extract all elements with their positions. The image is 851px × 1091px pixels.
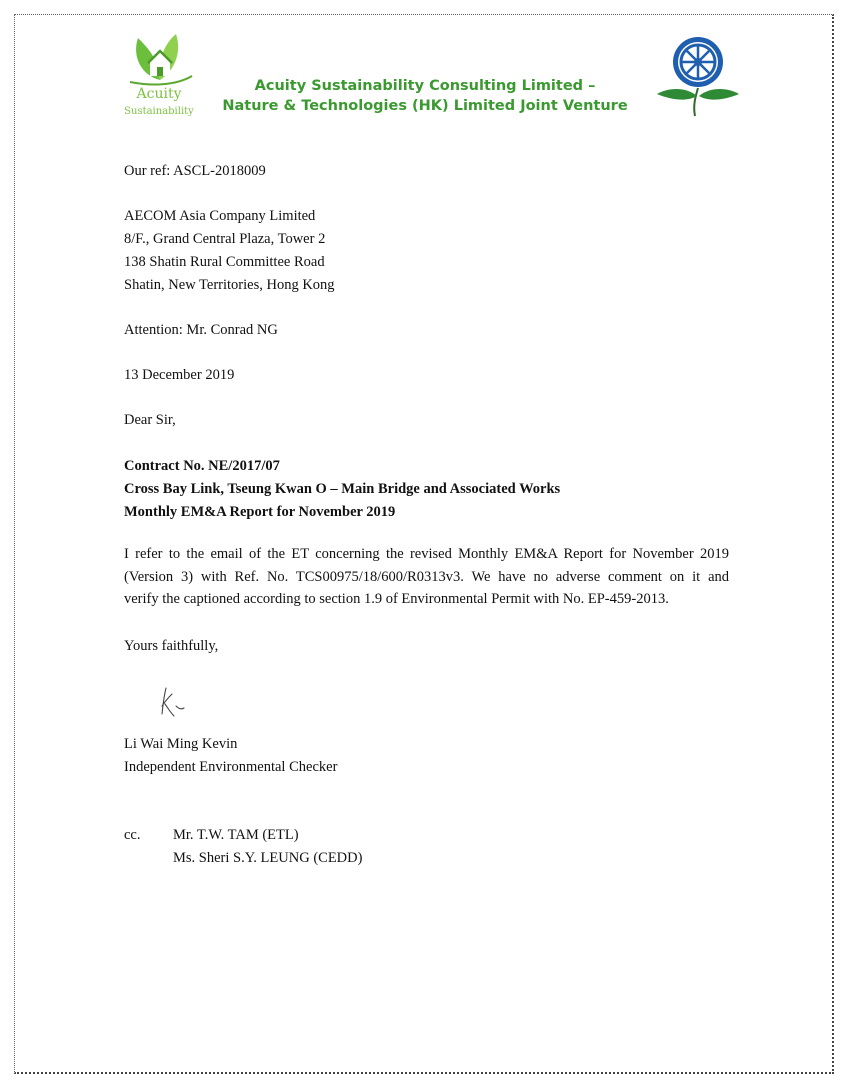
our-reference: Our ref: ASCL-2018009 xyxy=(124,163,266,179)
signature-icon xyxy=(156,684,196,720)
acuity-logo xyxy=(120,30,210,122)
cc-recipient: Ms. Sheri S.Y. LEUNG (CEDD) xyxy=(173,850,363,866)
subject-report: Monthly EM&A Report for November 2019 xyxy=(124,504,396,520)
body-line: I refer to the email of the ET concerning the revised Monthly EM&A Report for November 2019 xyxy=(124,546,729,562)
cc-label: cc. xyxy=(124,827,141,843)
subject-project: Cross Bay Link, Tseung Kwan O – Main Bridge and Associated Works xyxy=(124,481,561,497)
attention-line: Attention: Mr. Conrad NG xyxy=(124,322,278,338)
letterhead-title xyxy=(220,76,630,116)
address-line: AECOM Asia Company Limited xyxy=(124,208,316,224)
subject-contract-no: Contract No. NE/2017/07 xyxy=(124,458,280,474)
letter-date: 13 December 2019 xyxy=(124,367,235,383)
flower-logo-icon xyxy=(655,36,741,118)
signer-title: Independent Environmental Checker xyxy=(124,759,338,775)
logo-text-sustainability: Sustainability xyxy=(124,106,194,117)
address-line: Shatin, New Territories, Hong Kong xyxy=(124,277,335,293)
letterhead-line-1: Acuity Sustainability Consulting Limited – xyxy=(254,78,596,94)
closing: Yours faithfully, xyxy=(124,638,219,654)
salutation: Dear Sir, xyxy=(124,412,176,428)
leaf-house-icon xyxy=(120,30,200,90)
logo-text-acuity: Acuity xyxy=(136,86,182,102)
body-paragraph xyxy=(124,543,729,611)
body-line: (Version 3) with Ref. No. TCS00975/18/600/R0313v3. We have no adverse comment on it and xyxy=(124,568,729,585)
letterhead-line-2: Nature & Technologies (HK) Limited Joint Venture xyxy=(222,98,628,114)
body-line: verify the captioned according to section 1.9 of Environmental Permit with No. EP-459-2013. xyxy=(124,591,669,608)
address-line: 138 Shatin Rural Committee Road xyxy=(124,254,325,270)
signer-name: Li Wai Ming Kevin xyxy=(124,736,238,752)
address-line: 8/F., Grand Central Plaza, Tower 2 xyxy=(124,231,326,247)
cc-recipient: Mr. T.W. TAM (ETL) xyxy=(173,827,299,843)
